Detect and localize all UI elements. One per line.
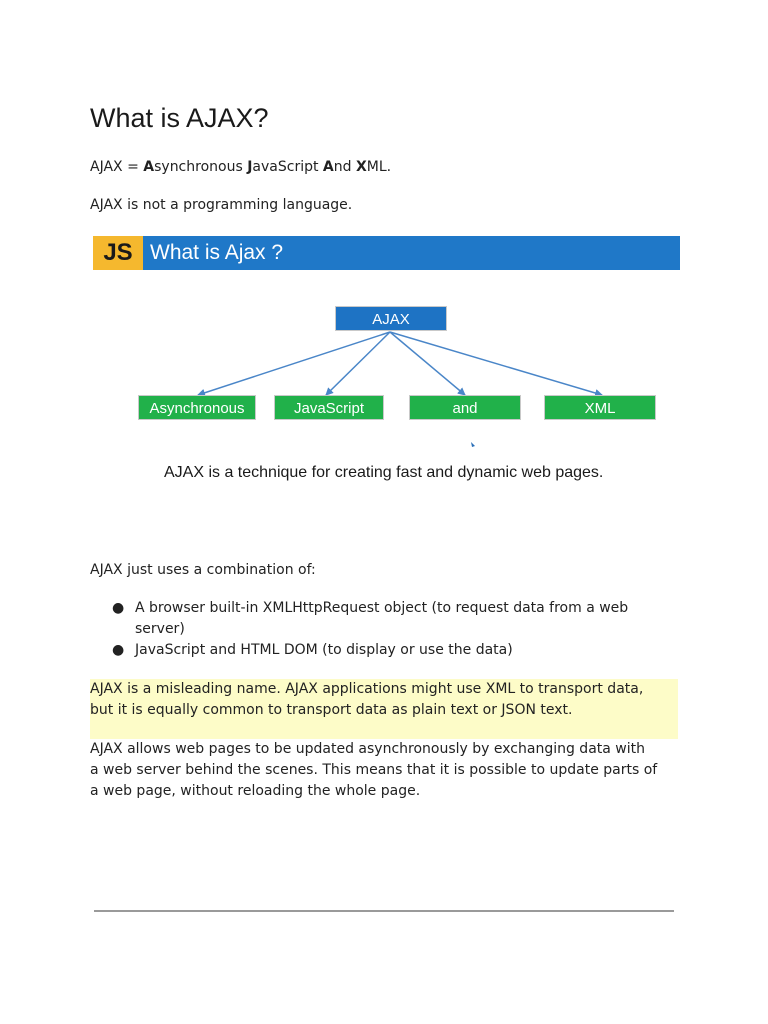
definition-letter-a: A (143, 159, 155, 175)
bullet-icon: ● (112, 600, 125, 616)
bullet-icon: ● (112, 642, 125, 658)
node-ajax: AJAX (335, 306, 447, 331)
list-item-text: JavaScript and HTML DOM (to display or use the data) (135, 642, 513, 658)
combination-intro: AJAX just uses a combination of: (90, 562, 316, 578)
definition-prefix: AJAX = (90, 159, 144, 175)
page-title: What is AJAX? (90, 103, 269, 133)
js-badge: JS (93, 236, 143, 270)
definition-letter-j: J (247, 159, 253, 175)
async-update-paragraph (90, 739, 657, 802)
diagram-banner-title: What is Ajax ? (150, 241, 284, 264)
node-asynchronous: Asynchronous (138, 395, 256, 420)
definition-letter-x: X (355, 159, 367, 175)
definition-word: nd (333, 159, 356, 175)
ajax-diagram (93, 236, 680, 498)
arrow-to-asynchronous (198, 332, 390, 395)
note-line-2: but it is equally common to transport data as plain text or JSON text. (90, 702, 573, 718)
arrow-to-and (390, 332, 465, 395)
combination-list (108, 598, 668, 661)
misleading-name-note (90, 679, 643, 721)
list-item-text-cont: server) (135, 621, 185, 637)
definition-word: synchronous (154, 159, 248, 175)
node-and: and (409, 395, 521, 420)
list-item (108, 598, 668, 640)
list-item-text: A browser built-in XMLHttpRequest object (to request data from a web (135, 600, 629, 616)
diagram-caption: AJAX is a technique for creating fast and dynamic web pages. (164, 464, 604, 481)
ajax-definition (90, 157, 391, 178)
arrow-to-javascript (326, 332, 390, 395)
not-a-language-text: AJAX is not a programming language. (90, 197, 353, 213)
note-line-1: AJAX is a misleading name. AJAX applications might use XML to transport data, (90, 681, 644, 697)
diagram-arrows (93, 236, 680, 498)
definition-letter-a2: A (322, 159, 334, 175)
definition-word: avaScript (252, 159, 323, 175)
node-xml: XML (544, 395, 656, 420)
node-javascript: JavaScript (274, 395, 384, 420)
para-line-2: a web server behind the scenes. This means that it is possible to update parts of (90, 762, 658, 778)
small-pointer-mark (471, 442, 475, 447)
definition-word: ML. (366, 159, 392, 175)
horizontal-rule (94, 910, 674, 912)
para-line-1: AJAX allows web pages to be updated asynchronously by exchanging data with (90, 741, 645, 757)
para-line-3: a web page, without reloading the whole page. (90, 783, 421, 799)
list-item (108, 640, 668, 661)
arrow-to-xml (390, 332, 602, 395)
